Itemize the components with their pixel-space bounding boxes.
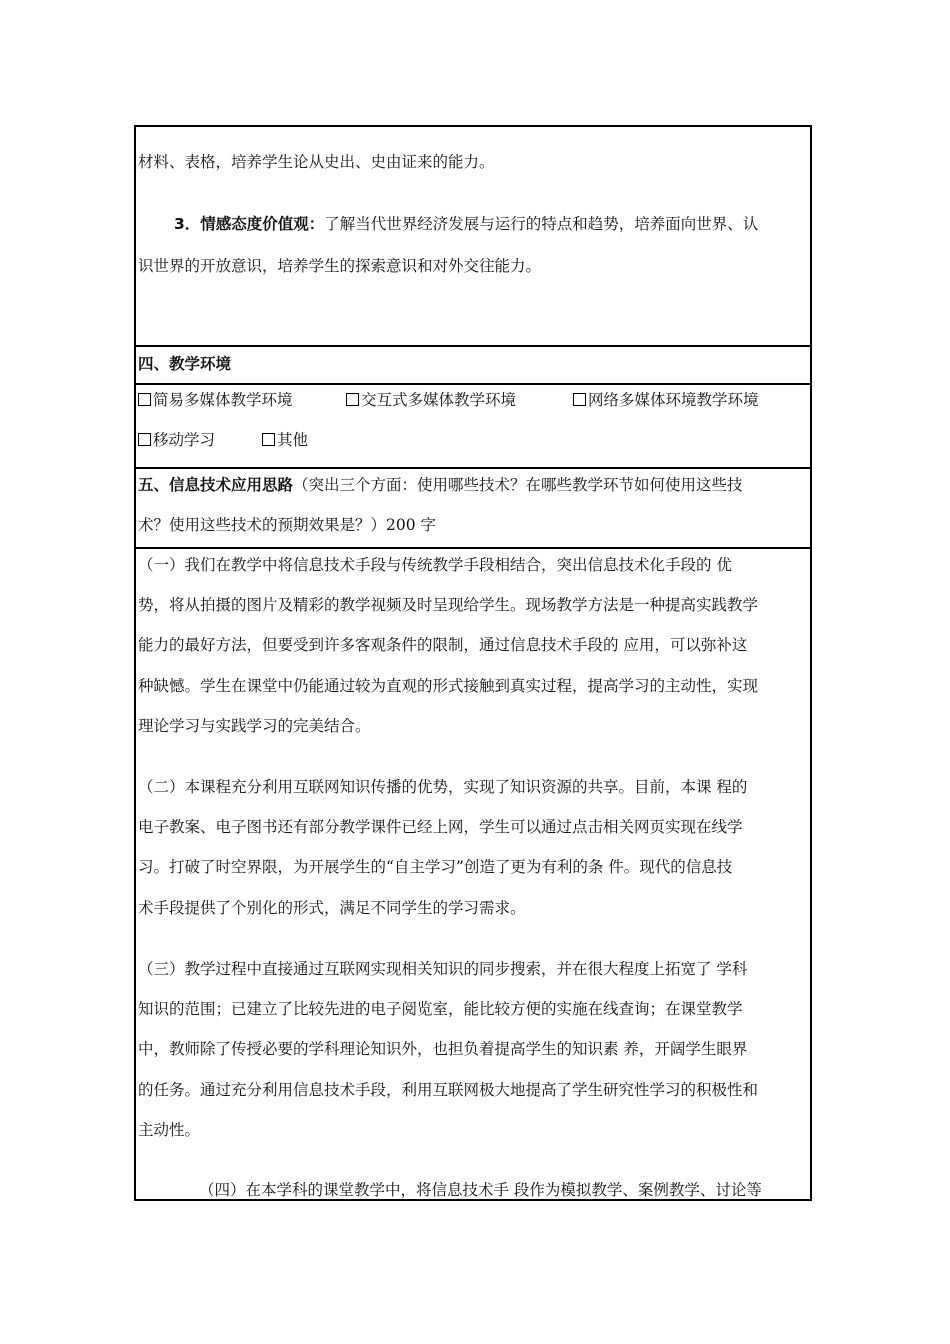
option-interactive-multimedia[interactable] [346, 390, 516, 410]
emotion-objective-label: 3．情感态度价值观： [174, 215, 325, 233]
p1-line-2: 势，将从拍摄的图片及精彩的教学视频及时呈现给学生。现场教学方法是一种提高实践教学 [138, 596, 759, 614]
environment-title: 四、教学环境 [138, 355, 232, 373]
p1-line-1: （一）我们在教学中将信息技术手段与传统教学手段相结合，突出信息技术化手段的 优 [138, 556, 732, 574]
checkbox-icon [573, 393, 586, 406]
it-application-note-2: 术？使用这些技术的预期效果是？）200 字 [138, 516, 437, 534]
option-label: 简易多媒体教学环境 [153, 391, 293, 409]
p3-line-1: （三）教学过程中直接通过互联网实现相关知识的同步搜索，并在很大程度上拓宽了 学科 [138, 960, 748, 978]
checkbox-icon [262, 433, 275, 446]
p2-line-3: 习。打破了时空界限，为开展学生的“自主学习”创造了更为有利的条 件。现代的信息技 [138, 858, 733, 876]
it-application-content [136, 549, 810, 1199]
it-application-title-row [136, 469, 810, 549]
p4-line-1: （四）在本学科的课堂教学中，将信息技术手 段作为模拟教学、案例教学、讨论等 [199, 1181, 762, 1199]
option-label: 移动学习 [153, 431, 216, 449]
it-application-note: （突出三个方面：使用哪些技术？在哪些教学环节如何使用这些技 [293, 476, 743, 494]
p1-line-5: 理论学习与实践学习的完美结合。 [138, 717, 371, 735]
objectives-row [136, 127, 810, 347]
it-application-heading [138, 475, 743, 495]
option-other[interactable] [262, 430, 308, 450]
p3-line-4: 的任务。通过充分利用信息技术手段，利用互联网极大地提高了学生研究性学习的积极性和 [138, 1081, 759, 1099]
objectives-line-1: 材料、表格，培养学生论从史出、史由证来的能力。 [138, 153, 495, 171]
option-label: 交互式多媒体教学环境 [361, 391, 517, 409]
p2-line-4: 术手段提供了个别化的形式，满足不同学生的学习需求。 [138, 899, 526, 917]
p2-line-2: 电子教案、电子图书还有部分教学课件已经上网，学生可以通过点击相关网页实现在线学 [138, 818, 743, 836]
option-mobile-learning[interactable] [138, 430, 215, 450]
p3-line-3: 中，教师除了传授必要的学科理论知识外，也担负着提高学生的知识素 养，开阔学生眼界 [138, 1040, 748, 1058]
it-application-title: 五、信息技术应用思路 [138, 476, 294, 494]
emotion-objective-text: 了解当代世界经济发展与运行的特点和趋势，培养面向世界、认 [324, 215, 759, 233]
p1-line-3: 能力的最好方法，但要受到许多客观条件的限制，通过信息技术手段的 应用，可以弥补这 [138, 636, 748, 654]
p3-line-2: 知识的范围；已建立了比较先进的电子阅览室，能比较方便的实施在线查询；在课堂教学 [138, 1000, 743, 1018]
emotion-objective [174, 214, 758, 234]
checkbox-icon [138, 393, 151, 406]
option-simple-multimedia[interactable] [138, 390, 293, 410]
option-network-multimedia[interactable] [573, 390, 759, 410]
environment-title-row [136, 347, 810, 385]
p3-line-5: 主动性。 [138, 1121, 201, 1139]
option-label: 网络多媒体环境教学环境 [588, 391, 759, 409]
p1-line-4: 种缺憾。学生在课堂中仍能通过较为直观的形式接触到真实过程，提高学习的主动性，实现 [138, 677, 759, 695]
lesson-plan-table [134, 125, 812, 1201]
checkbox-icon [138, 433, 151, 446]
environment-options-row [136, 385, 810, 469]
emotion-objective-line-2: 识世界的开放意识，培养学生的探索意识和对外交往能力。 [138, 257, 542, 275]
checkbox-icon [346, 393, 359, 406]
p2-line-1: （二）本课程充分利用互联网知识传播的优势，实现了知识资源的共享。目前，本课 程的 [138, 778, 748, 796]
option-label: 其他 [277, 431, 309, 449]
